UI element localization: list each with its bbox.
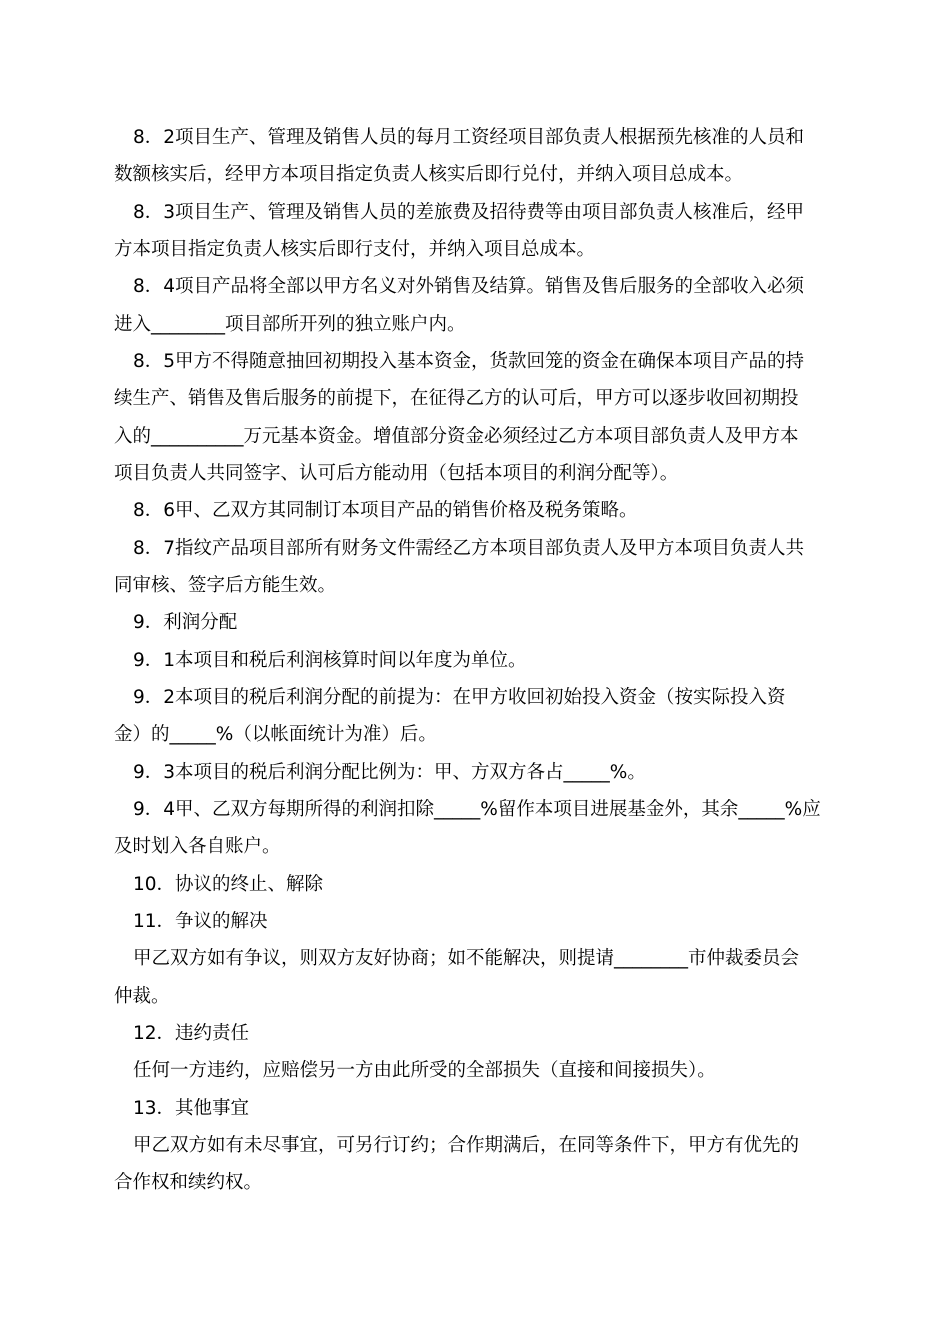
paragraph-line: 8．3项目生产、管理及销售人员的差旅费及招待费等由项目部负责人核准后，经甲 [133,202,805,223]
paragraph-line: 甲乙双方如有未尽事宜，可另行订约；合作期满后，在同等条件下，甲方有优先的 [133,1135,800,1156]
paragraph-line: 8．5甲方不得随意抽回初期投入基本资金，货款回笼的资金在确保本项目产品的持 [133,351,805,372]
section-heading: 13．其他事宜 [133,1098,250,1119]
paragraph-line: 方本项目指定负责人核实后即行支付，并纳入项目总成本。 [114,239,596,260]
paragraph-line: 甲乙双方如有争议，则双方友好协商；如不能解决，则提请________市仲裁委员会 [133,948,800,969]
section-heading: 10．协议的终止、解除 [133,874,324,895]
paragraph-line: 及时划入各自账户。 [114,836,281,857]
paragraph-line: 续生产、销售及售后服务的前提下，在征得乙方的认可后，甲方可以逐步收回初期投 [114,388,799,409]
paragraph-line: 9．1本项目和税后利润核算时间以年度为单位。 [133,650,527,671]
paragraph-line: 项目负责人共同签字、认可后方能动用（包括本项目的利润分配等）。 [114,463,679,484]
section-heading: 12．违约责任 [133,1023,250,1044]
paragraph-line: 9．2本项目的税后利润分配的前提为：在甲方收回初始投入资金（按实际投入资 [133,687,786,708]
paragraph-line: 8．7指纹产品项目部所有财务文件需经乙方本项目部负责人及甲方本项目负责人共 [133,538,805,559]
paragraph-line: 8．2项目生产、管理及销售人员的每月工资经项目部负责人根据预先核准的人员和 [133,127,805,148]
paragraph-line: 9．4甲、乙双方每期所得的利润扣除_____%留作本项目进展基金外，其余_____%应 [133,799,821,820]
paragraph-line: 8．4项目产品将全部以甲方名义对外销售及结算。销售及售后服务的全部收入必须 [133,276,805,297]
paragraph-line: 金）的_____%（以帐面统计为准）后。 [114,724,437,745]
section-heading: 9．利润分配 [133,612,238,633]
paragraph-line: 任何一方违约，应赔偿另一方由此所受的全部损失（直接和间接损失）。 [133,1060,716,1081]
paragraph-line: 同审核、签字后方能生效。 [114,575,337,596]
section-heading: 11．争议的解决 [133,911,268,932]
paragraph-line: 入的__________万元基本资金。增值部分资金必须经过乙方本项目部负责人及甲方本 [114,426,799,447]
paragraph-line: 9．3本项目的税后利润分配比例为：甲、方双方各占_____%。 [133,762,646,783]
paragraph-line: 合作权和续约权。 [114,1172,263,1193]
paragraph-line: 进入________项目部所开列的独立账户内。 [114,314,466,335]
paragraph-line: 8．6甲、乙双方其同制订本项目产品的销售价格及税务策略。 [133,500,638,521]
paragraph-line: 仲裁。 [114,986,170,1007]
paragraph-line: 数额核实后，经甲方本项目指定负责人核实后即行兑付，并纳入项目总成本。 [114,164,744,185]
